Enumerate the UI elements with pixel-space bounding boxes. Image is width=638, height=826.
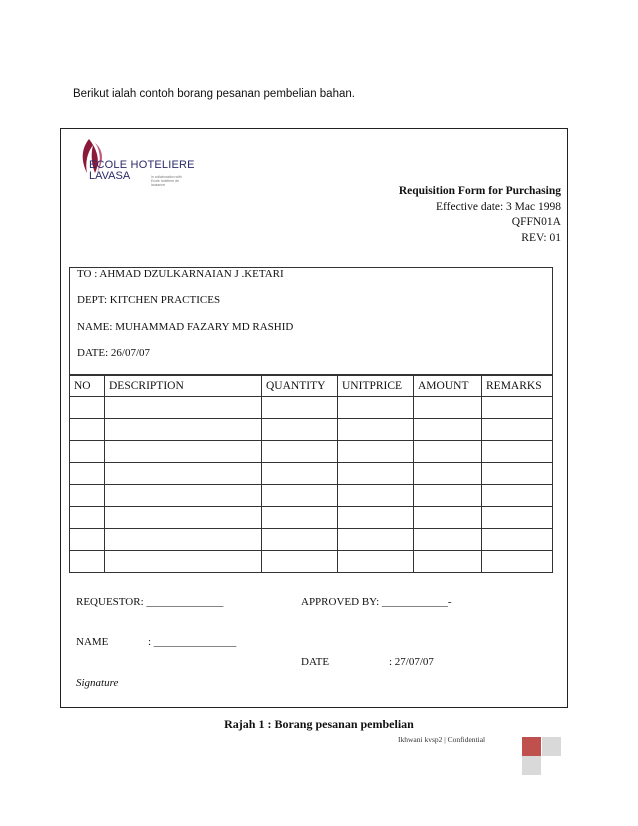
table-cell	[338, 507, 414, 529]
page-footer-note: Ikhwani kvsp2 | Confidential	[398, 735, 486, 744]
decor-square-accent	[522, 737, 541, 756]
form-code: QFFN01A	[511, 216, 561, 228]
form-header	[399, 184, 561, 246]
table-cell	[262, 441, 338, 463]
table-cell	[338, 529, 414, 551]
logo-text-line1: ECOLE HOTELIERE	[89, 159, 195, 171]
table-cell	[338, 463, 414, 485]
table-row	[70, 529, 553, 551]
signer-name-value: : _______________	[148, 636, 237, 648]
table-header-row	[70, 376, 553, 397]
items-table	[69, 375, 553, 573]
approval-date-value: : 27/07/07	[389, 656, 434, 668]
col-no: NO	[70, 376, 105, 397]
table-cell	[482, 529, 553, 551]
signer-name-label: NAME	[76, 636, 109, 648]
dept-field: DEPT: KITCHEN PRACTICES	[77, 294, 221, 306]
table-row	[70, 485, 553, 507]
table-cell	[70, 507, 105, 529]
figure-caption: Rajah 1 : Borang pesanan pembelian	[224, 717, 414, 731]
decor-square-grey-lower	[522, 756, 541, 775]
table-cell	[338, 419, 414, 441]
recipient-info-box	[69, 267, 553, 375]
table-cell	[262, 419, 338, 441]
intro-text: Berikut ialah contoh borang pesanan pembelian bahan.	[73, 88, 355, 100]
table-cell	[70, 485, 105, 507]
table-cell	[482, 485, 553, 507]
table-cell	[70, 463, 105, 485]
table-cell	[482, 419, 553, 441]
table-cell	[414, 529, 482, 551]
table-cell	[482, 441, 553, 463]
table-cell	[482, 397, 553, 419]
date-field: DATE: 26/07/07	[77, 347, 151, 359]
table-cell	[482, 551, 553, 573]
col-remarks: REMARKS	[482, 376, 553, 397]
table-cell	[70, 551, 105, 573]
table-cell	[414, 419, 482, 441]
table-cell	[414, 463, 482, 485]
requestor-field: REQUESTOR: ______________	[76, 596, 224, 608]
table-row	[70, 507, 553, 529]
logo-text-line2: LAVASA	[89, 170, 131, 182]
table-row	[70, 463, 553, 485]
requisition-form	[60, 128, 568, 708]
table-cell	[414, 441, 482, 463]
table-cell	[482, 507, 553, 529]
signature-label: Signature	[76, 677, 119, 689]
col-unitprice: UNITPRICE	[338, 376, 414, 397]
table-cell	[414, 485, 482, 507]
table-cell	[338, 441, 414, 463]
effective-date: Effective date: 3 Mac 1998	[436, 200, 561, 213]
table-cell	[414, 551, 482, 573]
table-cell	[262, 551, 338, 573]
form-title: Requisition Form for Purchasing	[398, 185, 561, 197]
col-description: DESCRIPTION	[105, 376, 262, 397]
table-cell	[105, 463, 262, 485]
col-quantity: QUANTITY	[262, 376, 338, 397]
name-field: NAME: MUHAMMAD FAZARY MD RASHID	[77, 321, 294, 333]
table-cell	[70, 441, 105, 463]
table-cell	[262, 529, 338, 551]
table-row	[70, 441, 553, 463]
table-row	[70, 551, 553, 573]
approval-date-label: DATE	[301, 656, 330, 668]
decor-square-grey	[542, 737, 561, 756]
table-cell	[262, 507, 338, 529]
table-cell	[105, 551, 262, 573]
items-table-body	[70, 397, 553, 573]
table-cell	[70, 529, 105, 551]
table-cell	[414, 397, 482, 419]
table-cell	[105, 419, 262, 441]
table-cell	[482, 463, 553, 485]
table-cell	[414, 507, 482, 529]
table-cell	[262, 397, 338, 419]
school-logo	[75, 137, 195, 193]
table-cell	[338, 551, 414, 573]
approved-by-field: APPROVED BY: ____________-	[301, 596, 452, 608]
table-row	[70, 397, 553, 419]
table-cell	[338, 397, 414, 419]
table-cell	[105, 529, 262, 551]
table-cell	[338, 485, 414, 507]
table-cell	[105, 441, 262, 463]
logo-tagline: in collaboration with Ecole hoteliere de lausanne	[151, 175, 182, 187]
table-cell	[105, 507, 262, 529]
table-cell	[262, 485, 338, 507]
table-row	[70, 419, 553, 441]
table-cell	[105, 397, 262, 419]
table-cell	[70, 419, 105, 441]
table-cell	[105, 485, 262, 507]
table-cell	[70, 397, 105, 419]
col-amount: AMOUNT	[414, 376, 482, 397]
table-cell	[262, 463, 338, 485]
to-field: TO : AHMAD DZULKARNAIAN J .KETARI	[77, 268, 284, 280]
form-revision: REV: 01	[521, 231, 561, 244]
